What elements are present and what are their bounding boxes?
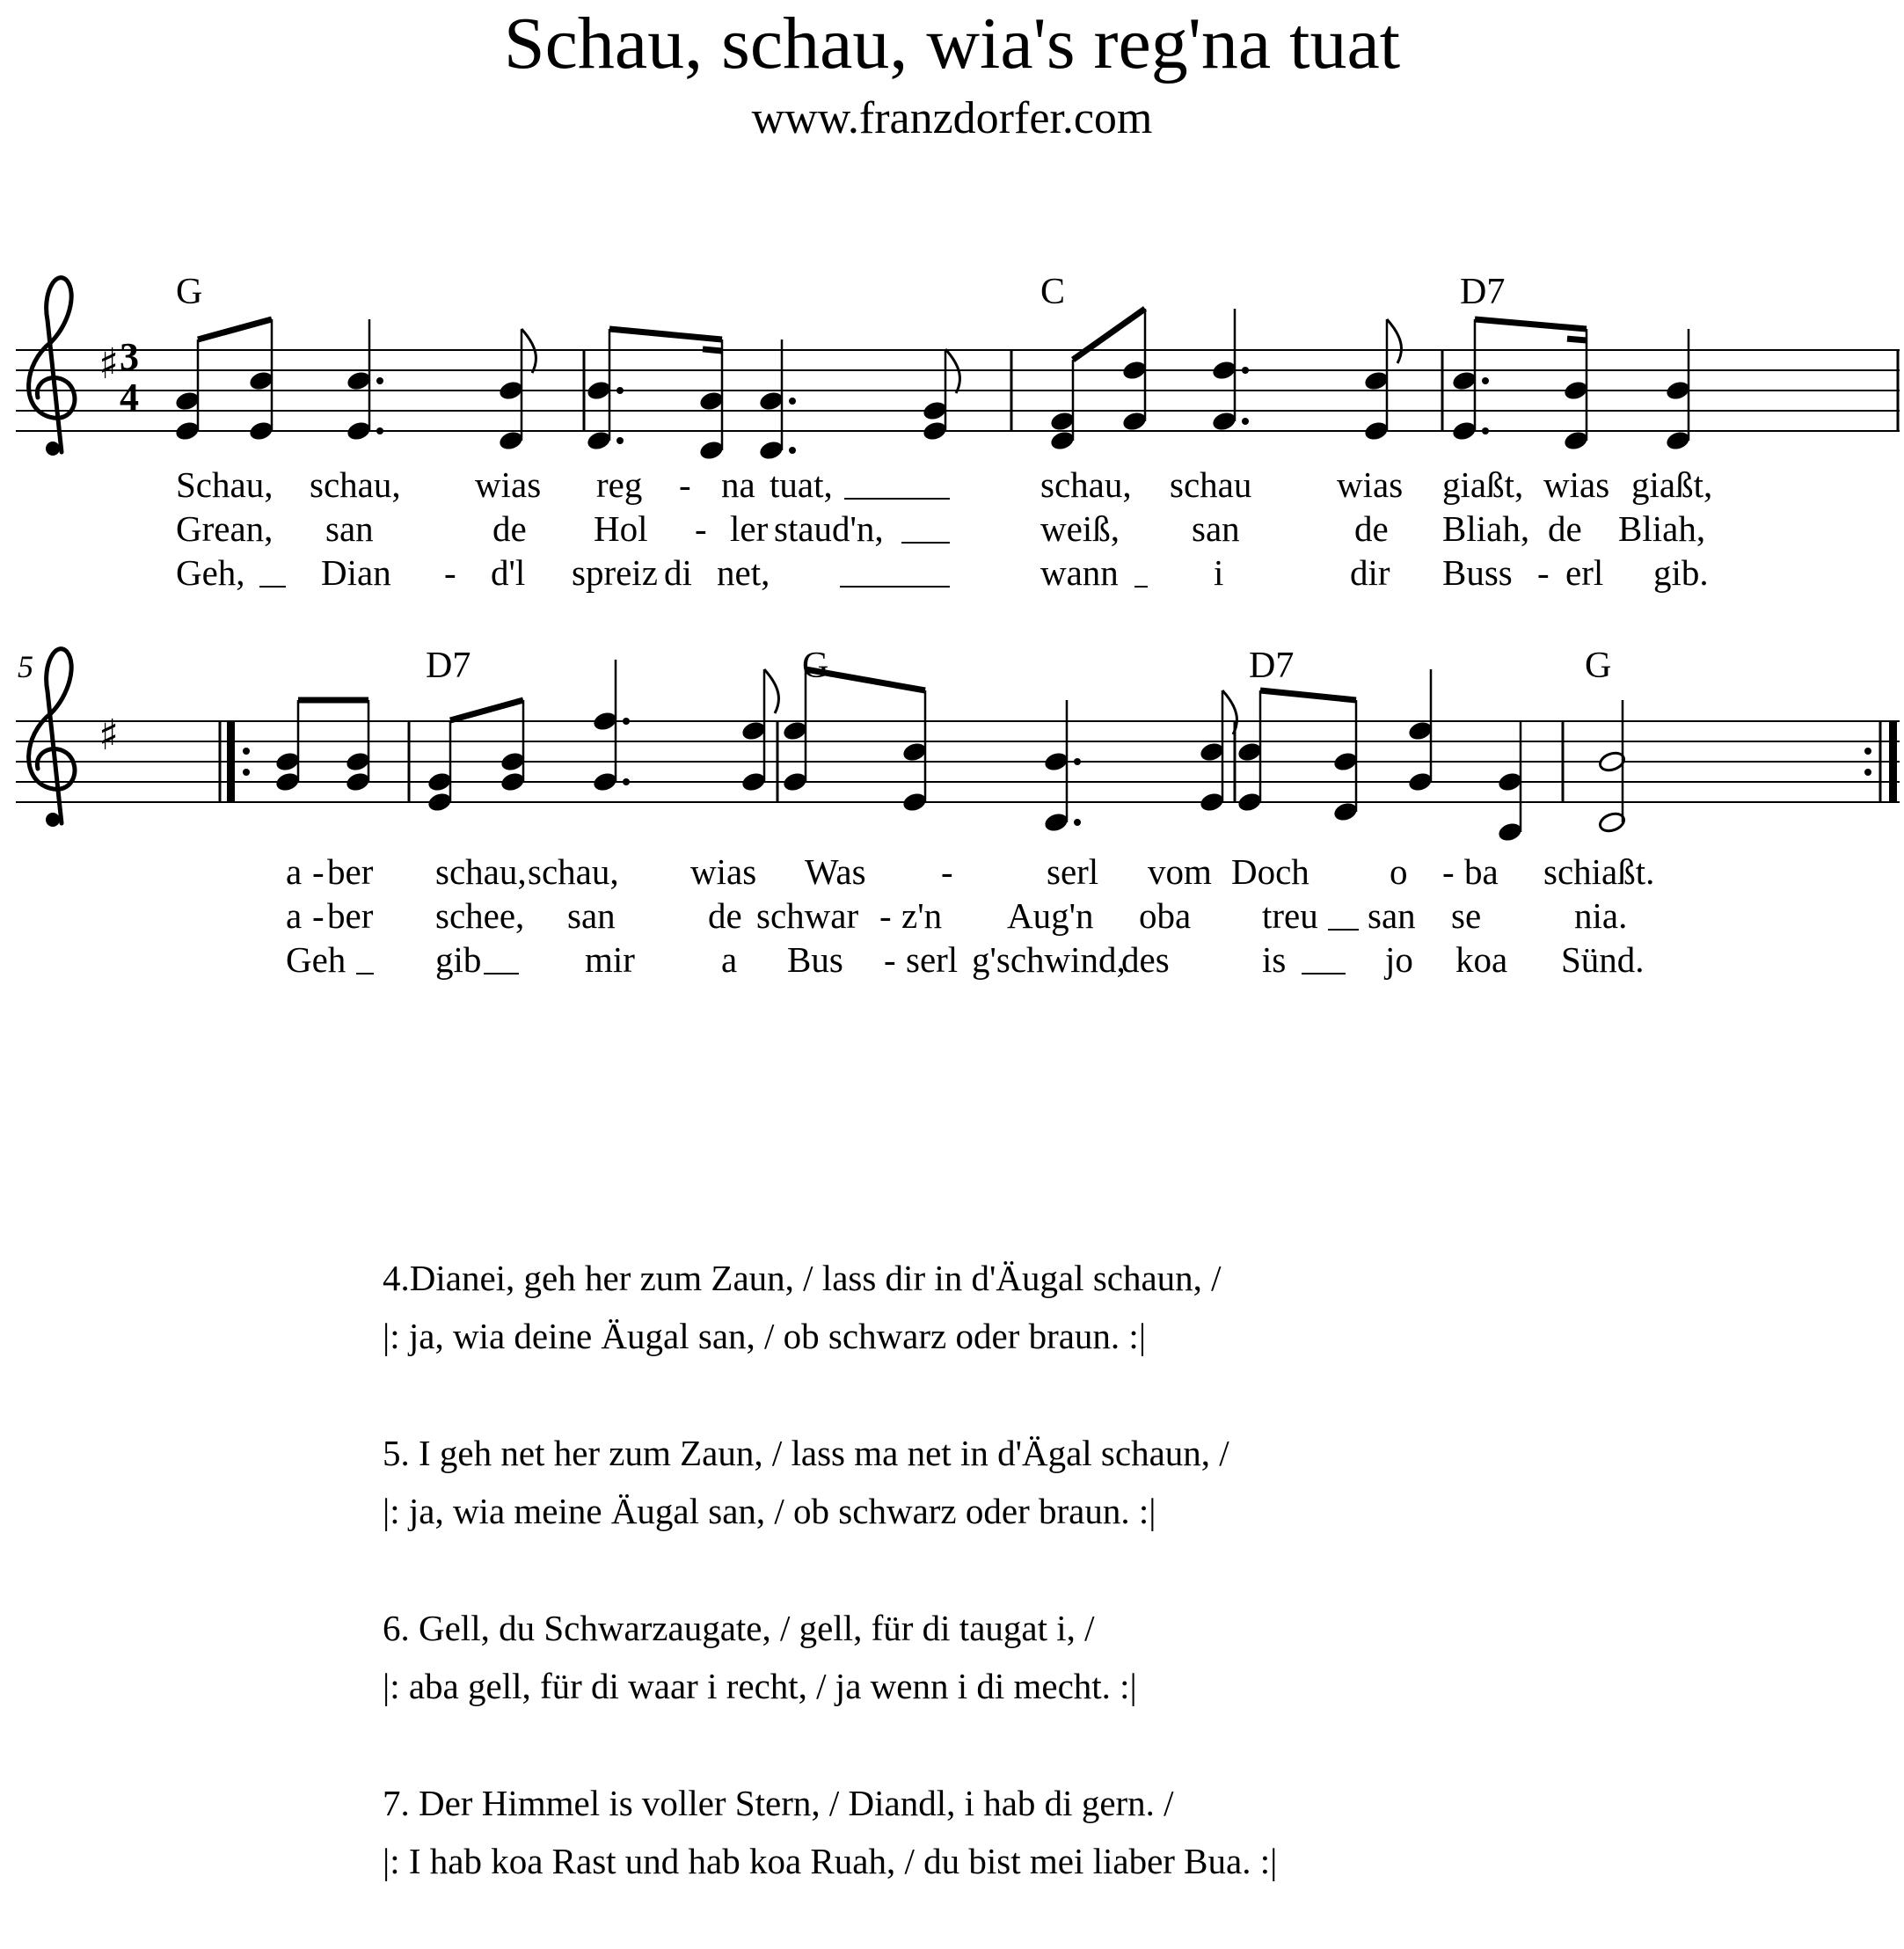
notehead — [1237, 791, 1264, 814]
lyric-syllable: koa — [1455, 939, 1508, 980]
chords-system-1 — [176, 272, 1505, 312]
lyric-syllable: Geh, — [176, 552, 245, 593]
lyric-syllable: Bus — [787, 939, 843, 980]
notehead — [248, 369, 275, 392]
lyric-syllable: vom — [1148, 851, 1212, 892]
note-beam — [703, 349, 722, 351]
augmentation-dot — [616, 387, 624, 394]
notehead — [500, 750, 527, 773]
lyric-syllable: de — [708, 895, 742, 936]
lyric-hyphen: - — [695, 508, 707, 549]
augmentation-dot — [1482, 427, 1489, 434]
notehead — [901, 791, 929, 814]
staff-system-1 — [16, 272, 1900, 593]
lyric-syllable: z'n — [901, 895, 943, 936]
lyric-syllable: na — [721, 464, 755, 505]
lyric-syllable: Bliah, — [1442, 508, 1530, 549]
lyric-syllable: Grean, — [176, 508, 274, 549]
treble-clef-icon — [29, 278, 75, 456]
note-flag — [1387, 319, 1401, 363]
notehead — [1332, 750, 1360, 773]
lyric-syllable: staud'n, — [774, 508, 884, 549]
song-title: Schau, schau, wia's reg'na tuat — [503, 3, 1401, 84]
lyric-hyphen: - — [1442, 851, 1455, 892]
lyric-syllable: schwar — [756, 895, 859, 936]
notehead — [1407, 719, 1434, 742]
notehead — [1049, 429, 1076, 452]
notehead — [1497, 821, 1524, 843]
key-signature-sharp-icon: ♯ — [98, 339, 120, 389]
lyric-syllable: de — [1548, 508, 1582, 549]
lyric-hyphen: - — [312, 895, 325, 936]
notehead — [1332, 800, 1360, 823]
verse-7 — [383, 1774, 1790, 1890]
verse-6 — [383, 1599, 1790, 1715]
lyric-syllable: de — [492, 508, 527, 549]
notehead — [592, 710, 619, 733]
lyric-syllable: schee, — [435, 895, 525, 936]
chord-symbol: D7 — [426, 646, 471, 686]
lyric-hyphen: - — [312, 851, 325, 892]
verse-line: |: I hab koa Rast und hab koa Ruah, / du bist mei liaber Bua. :| — [383, 1841, 1278, 1881]
notehead — [782, 719, 809, 742]
note-beam — [198, 319, 272, 339]
notehead — [427, 770, 454, 793]
notehead — [1121, 410, 1149, 433]
augmentation-dot — [376, 377, 383, 384]
chord-symbol: D7 — [1249, 646, 1295, 686]
lyric-hyphen: - — [444, 552, 456, 593]
note-flag — [764, 669, 778, 713]
note-beam — [1073, 309, 1145, 360]
notehead — [1563, 429, 1590, 452]
lyric-syllable: net, — [717, 552, 770, 593]
augmentation-dot — [376, 427, 383, 434]
notehead — [586, 429, 613, 452]
chord-symbol: G — [1585, 646, 1612, 686]
notehead — [1363, 420, 1390, 442]
lyric-syllable: wias — [475, 464, 542, 505]
lyric-syllable: a — [286, 895, 303, 936]
notehead — [345, 770, 372, 793]
lyric-syllable: ba — [1464, 851, 1499, 892]
note-beam — [1260, 690, 1356, 700]
lyric-syllable: Dian — [321, 552, 391, 593]
lyric-syllable: spreiz — [572, 552, 658, 593]
lyric-syllable: Buss — [1442, 552, 1513, 593]
notehead — [1211, 359, 1238, 382]
notehead — [758, 390, 785, 412]
lyric-hyphen: - — [884, 939, 896, 980]
notehead — [1665, 429, 1692, 452]
lyric-syllable: a — [286, 851, 303, 892]
chord-symbol: D7 — [1460, 272, 1506, 312]
notehead — [740, 719, 768, 742]
lyric-hyphen: - — [941, 851, 953, 892]
lyric-syllable: wias — [1337, 464, 1404, 505]
note-beam — [1475, 319, 1587, 329]
verse-line: 5. I geh net her zum Zaun, / lass ma net in d'Ägal schaun, / — [383, 1433, 1229, 1473]
lyric-syllable: wias — [1543, 464, 1610, 505]
notehead — [346, 420, 373, 442]
lyric-syllable: schau, — [1040, 464, 1132, 505]
notehead — [500, 770, 527, 793]
verse-line: |: ja, wia meine Äugal san, / ob schwarz oder braun. :| — [383, 1491, 1156, 1531]
note-beam — [609, 329, 722, 339]
notehead — [1237, 741, 1264, 763]
lyric-hyphen: - — [1537, 552, 1550, 593]
lyric-syllable: wias — [690, 851, 757, 892]
notehead — [174, 420, 201, 442]
lyric-syllable: Bliah, — [1618, 508, 1706, 549]
lyric-syllable: giaßt, — [1631, 464, 1713, 505]
chord-symbol: G — [802, 646, 829, 686]
augmentation-dot — [1074, 758, 1081, 765]
notehead — [1497, 770, 1524, 793]
chords-system-2 — [426, 646, 1611, 686]
notehead — [1121, 359, 1149, 382]
augmentation-dot — [623, 718, 630, 725]
lyric-syllable: ler — [730, 508, 769, 549]
lyric-syllable: san — [1192, 508, 1240, 549]
chord-symbol: C — [1040, 272, 1066, 312]
notehead — [1043, 811, 1070, 834]
lyric-syllable: treu — [1262, 895, 1318, 936]
treble-clef-icon — [29, 649, 75, 827]
lyric-syllable: Aug'n — [1007, 895, 1094, 936]
note-flag — [1222, 690, 1237, 734]
notes-system-2 — [274, 660, 1627, 843]
lyric-syllable: Doch — [1231, 851, 1309, 892]
verse-4 — [383, 1249, 1790, 1365]
lyric-syllable: oba — [1139, 895, 1192, 936]
notehead — [345, 750, 372, 773]
lyric-syllable: tuat, — [770, 464, 833, 505]
augmentation-dot — [1242, 367, 1249, 374]
chord-symbol: G — [176, 272, 203, 312]
lyric-syllable: reg — [596, 464, 643, 505]
augmentation-dot — [1074, 819, 1081, 826]
notehead — [901, 741, 929, 763]
notehead — [698, 439, 726, 462]
notehead — [1665, 379, 1692, 402]
note-beam — [1567, 339, 1587, 340]
notehead — [174, 390, 201, 412]
notehead — [782, 770, 809, 793]
lyric-syllable: erl — [1565, 552, 1604, 593]
notes-system-1 — [174, 309, 1692, 462]
verse-line: |: ja, wia deine Äugal san, / ob schwarz oder braun. :| — [383, 1316, 1147, 1356]
lyric-syllable: Hol — [594, 508, 648, 549]
lyric-syllable: is — [1262, 939, 1287, 980]
notehead — [698, 390, 726, 412]
key-signature-sharp-icon: ♯ — [98, 711, 120, 760]
notehead — [346, 369, 373, 392]
augmentation-dot — [1482, 377, 1489, 384]
notehead — [740, 770, 768, 793]
notehead — [1563, 379, 1590, 402]
lyric-syllable: Geh — [286, 939, 347, 980]
lyric-syllable: schau — [1170, 464, 1252, 505]
notehead — [1211, 410, 1238, 433]
lyric-syllable: de — [1354, 508, 1389, 549]
lyric-syllable: ber — [327, 895, 374, 936]
lyric-syllable: schau, — [310, 464, 401, 505]
notehead — [1451, 420, 1478, 442]
lyric-syllable: san — [325, 508, 374, 549]
notehead — [274, 770, 302, 793]
note-beam — [450, 700, 523, 720]
lyrics-system-1 — [176, 464, 1712, 593]
notehead — [427, 791, 454, 814]
notehead — [586, 379, 613, 402]
augmentation-dot — [789, 398, 796, 405]
lyric-syllable: dir — [1350, 552, 1390, 593]
lyric-syllable: Schau, — [176, 464, 274, 505]
augmentation-dot — [789, 447, 796, 454]
lyric-syllable: Was — [805, 851, 866, 892]
lyric-syllable: serl — [1047, 851, 1099, 892]
notehead — [1451, 369, 1478, 392]
notehead — [498, 379, 525, 402]
lyric-syllable: weiß, — [1040, 508, 1120, 549]
lyric-syllable: serl — [906, 939, 959, 980]
staff-system-2 — [16, 646, 1900, 980]
lyric-hyphen: - — [879, 895, 892, 936]
lyric-syllable: schau, — [435, 851, 527, 892]
lyric-syllable: d'l — [491, 552, 526, 593]
lyric-syllable: jo — [1385, 939, 1413, 980]
augmentation-dot — [1242, 418, 1249, 425]
lyric-syllable: nia. — [1574, 895, 1628, 936]
lyric-syllable: a — [721, 939, 738, 980]
time-signature-bottom: 4 — [120, 376, 139, 419]
lyric-syllable: gib — [435, 939, 482, 980]
lyric-syllable: Sünd. — [1561, 939, 1645, 980]
notehead — [1199, 741, 1226, 763]
verse-line: 4.Dianei, geh her zum Zaun, / lass dir in d'Äugal schaun, / — [383, 1258, 1222, 1298]
lyric-syllable: i — [1214, 552, 1224, 593]
lyric-syllable: san — [567, 895, 616, 936]
lyric-syllable: mir — [585, 939, 635, 980]
lyric-syllable: ber — [327, 851, 374, 892]
lyric-syllable: wann — [1040, 552, 1119, 593]
augmentation-dot — [623, 778, 630, 785]
notehead — [248, 420, 275, 442]
lyrics-system-2 — [286, 851, 1654, 980]
verse-line: |: aba gell, für di waar i recht, / ja wenn i di mecht. :| — [383, 1666, 1137, 1706]
notehead — [922, 399, 949, 422]
augmentation-dot — [616, 437, 624, 444]
website-url: www.franzdorfer.com — [751, 93, 1153, 143]
notehead — [1043, 750, 1070, 773]
lyric-syllable: g'schwind, — [972, 939, 1126, 980]
verse-line: 7. Der Himmel is voller Stern, / Diandl, i hab di gern. / — [383, 1783, 1174, 1823]
notehead — [922, 420, 949, 442]
notehead — [592, 770, 619, 793]
notehead — [758, 439, 785, 462]
lyric-syllable: gib. — [1653, 552, 1709, 593]
measure-number: 5 — [18, 649, 33, 684]
lyric-hyphen: - — [679, 464, 691, 505]
lyric-syllable: giaßt, — [1442, 464, 1524, 505]
time-signature-top: 3 — [120, 335, 139, 378]
lyric-syllable: san — [1368, 895, 1416, 936]
lyric-syllable: schau, — [528, 851, 619, 892]
lyric-syllable: o — [1390, 851, 1408, 892]
additional-verses — [383, 1249, 1790, 1949]
lyric-syllable: schiaßt. — [1543, 851, 1655, 892]
notehead — [1049, 410, 1076, 433]
notehead — [1407, 770, 1434, 793]
verse-line: 6. Gell, du Schwarzaugate, / gell, für di taugat i, / — [383, 1608, 1095, 1648]
lyric-syllable: des — [1121, 939, 1170, 980]
notehead — [274, 750, 302, 773]
lyric-syllable: se — [1451, 895, 1482, 936]
notehead — [1363, 369, 1390, 392]
verse-5 — [383, 1424, 1790, 1540]
lyric-syllable: di — [664, 552, 692, 593]
notehead — [498, 429, 525, 452]
notehead — [1199, 791, 1226, 814]
